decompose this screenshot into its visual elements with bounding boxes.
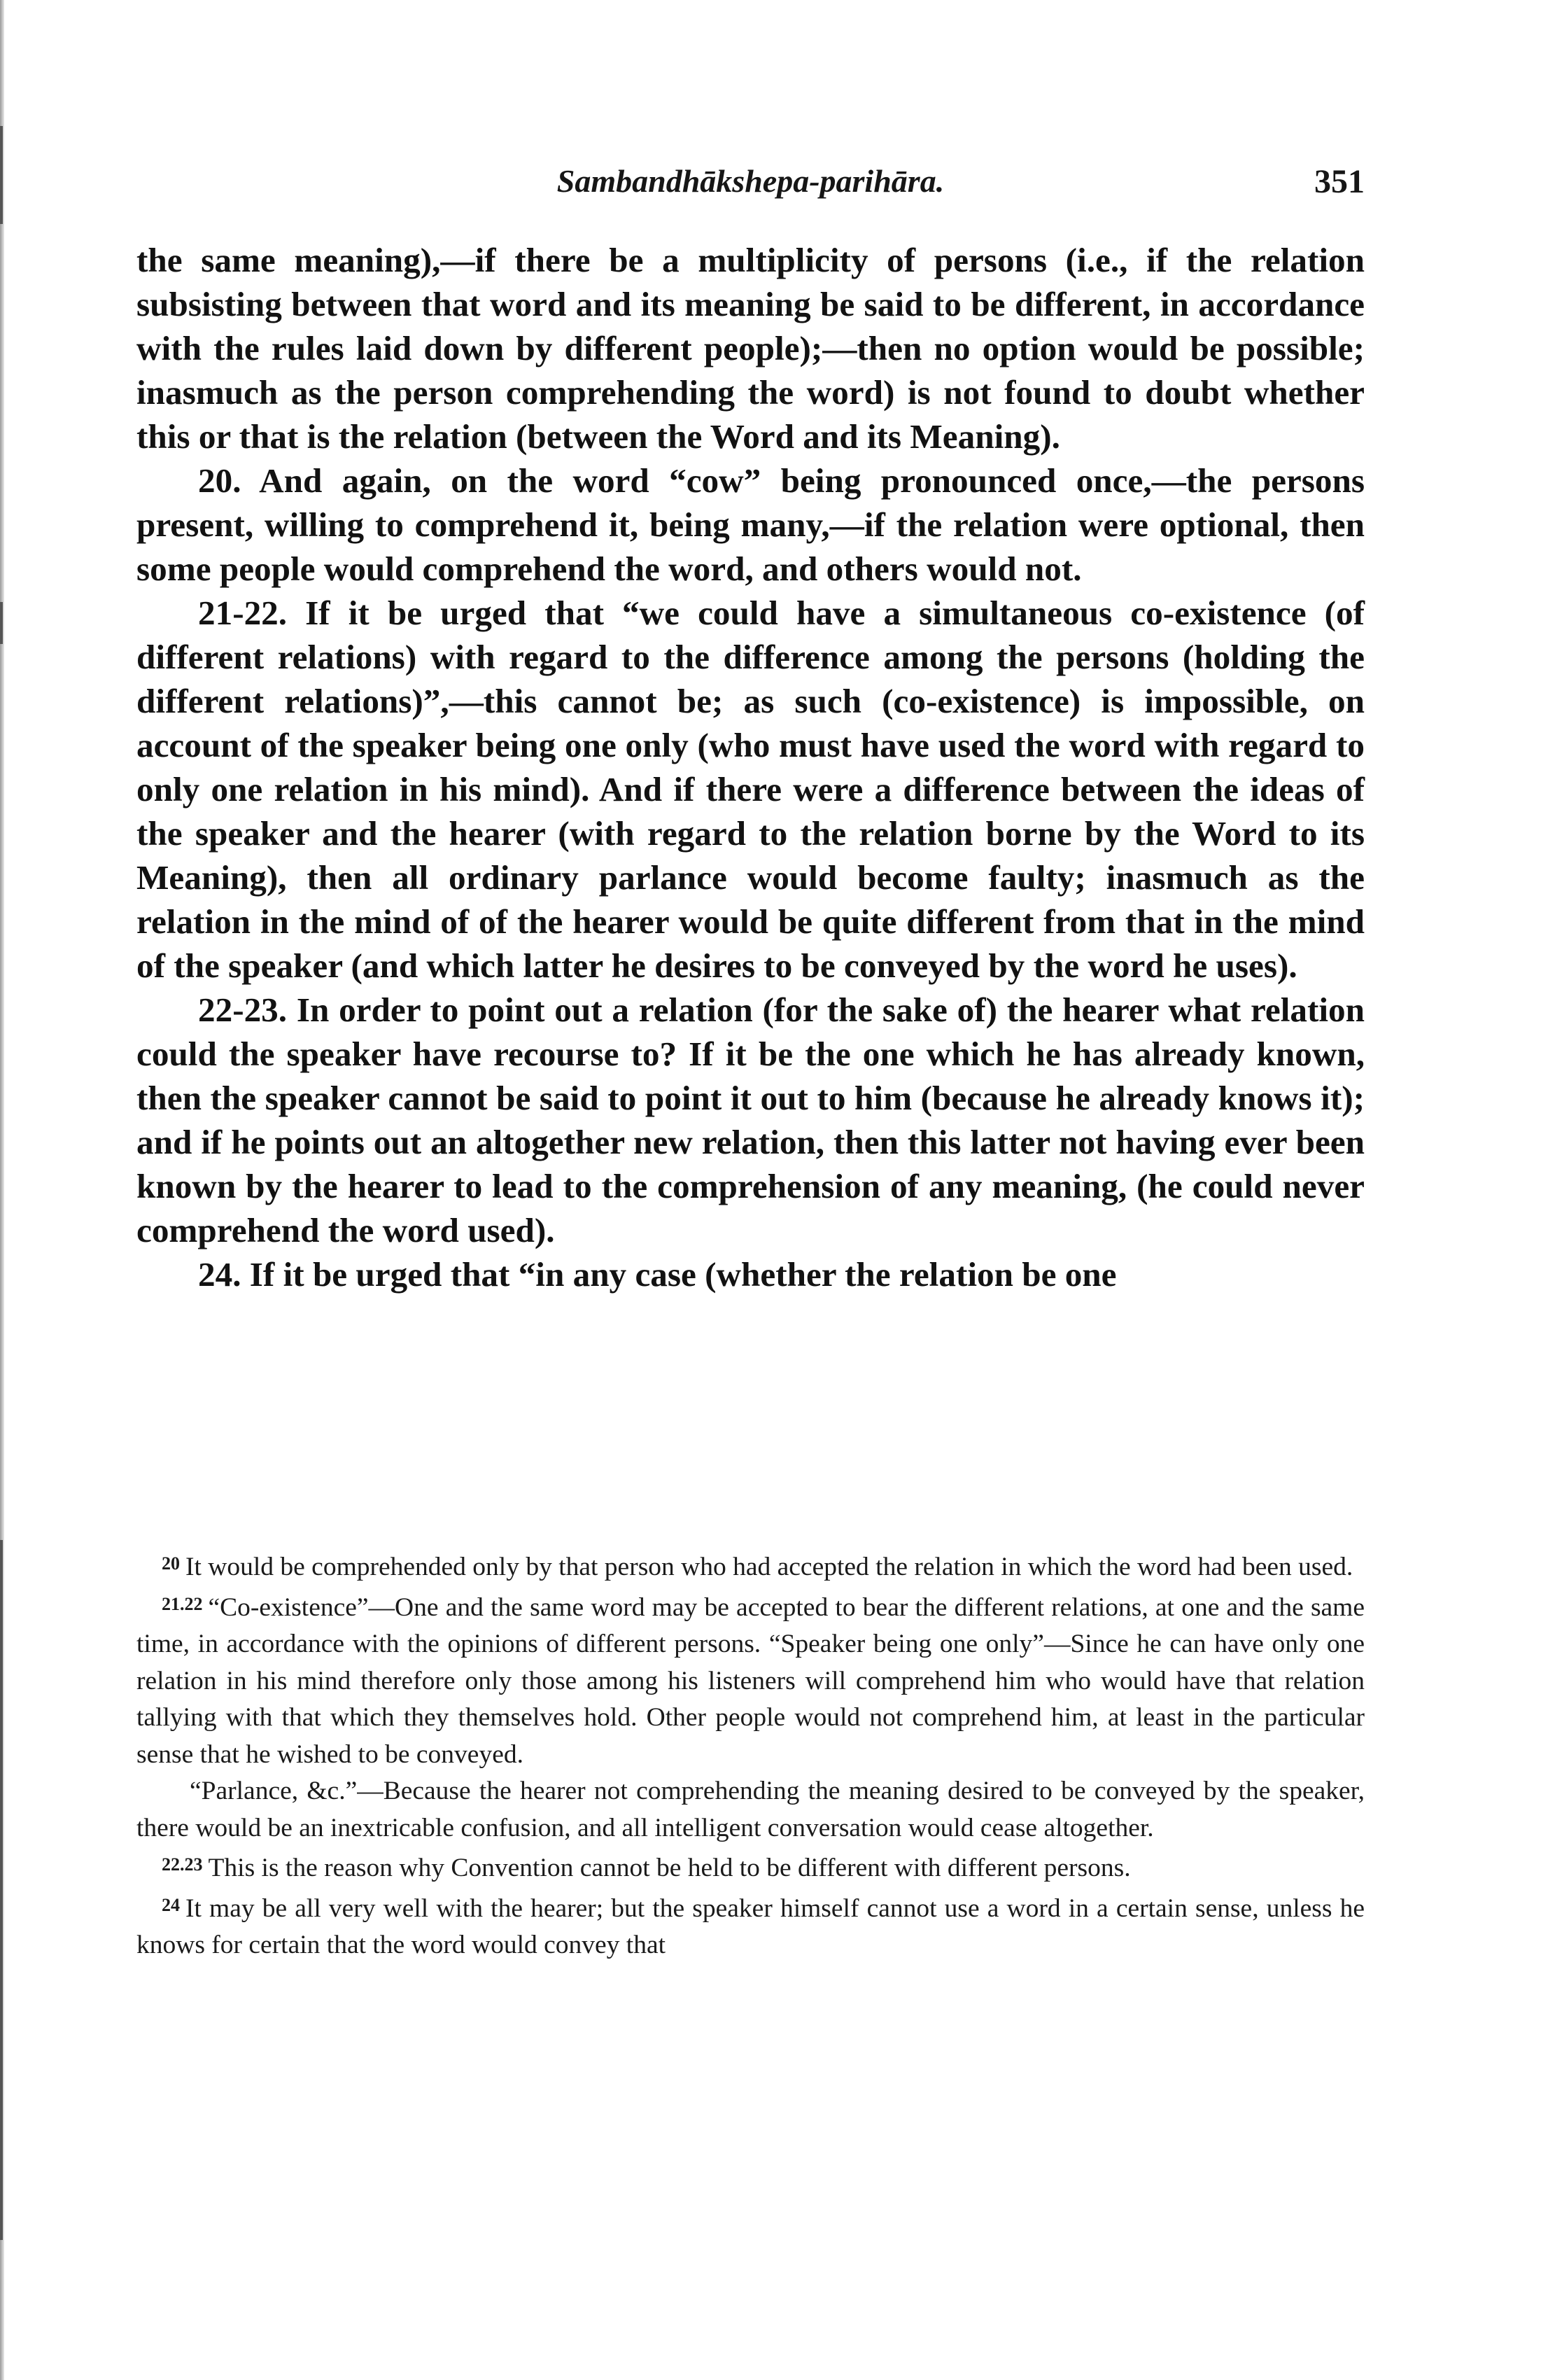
paragraph-verse-22-23: 22-23. In order to point out a relation (for the sake of) the hearer what relation could the speaker have recourse to? If it be the one which he has already known, then the speaker cannot be said to point it out to him (because he already knows it); and if he points out an altogether new relation, then this latter not having ever been known by the hearer to lead to the comprehension of any meaning, (he could never comprehend the word used). (136, 990, 1365, 1250)
running-head: Sambandhākshepa-parihāra. (556, 163, 945, 199)
footnote (136, 1586, 1365, 1774)
footnotes (136, 1546, 1365, 1964)
page-header (136, 162, 1365, 211)
footnote (136, 1887, 1365, 1964)
footnote (136, 1847, 1365, 1887)
footnote-text: “Co-existence”—One and the same word may be accepted to bear the different relations, at one and the same time, in accordance with the opinions of different persons. “Speaker being one only”—Since he can have only one relation in his mind therefore only those among his listeners will comprehend him who would have that relation tallying with that which they themselves hold. Other people would not comprehend him, at least in the particular sense that he wished to be conveyed. (136, 1592, 1365, 1769)
footnote (136, 1546, 1365, 1586)
page-number: 351 (1314, 163, 1365, 200)
footnote-mark: 24 (162, 1894, 180, 1915)
scan-edge-mark (0, 602, 3, 644)
footnote-text: It may be all very well with the hearer; but the speaker himself cannot use a word in a certain sense, unless he knows for certain that the word would convey that (136, 1893, 1365, 1959)
footnote-mark: 21.22 (162, 1593, 203, 1614)
scan-edge-mark (0, 126, 3, 224)
footnote-text: “Parlance, &c.”—Because the hearer not comprehending the meaning desired to be conveyed by the speaker, there would be an inextricable confusion, and all intelligent conversation would cease altogether. (136, 1777, 1365, 1842)
paragraph-continued: the same meaning),—if there be a multiplicity of persons (i.e., if the relation subsisting between that word and its meaning be said to be different, in accordance with the rules laid down by different people);—then no option would be possible; inasmuch as the person comprehending the word) is not found to doubt whether this or that is the relation (between the Word and its Meaning). (136, 241, 1365, 456)
footnote-text: It would be comprehended only by that person who had accepted the relation in which the word had been used. (185, 1553, 1353, 1581)
footnote-mark: 20 (162, 1553, 180, 1574)
scan-edge-mark (0, 1540, 3, 2240)
paragraph-verse-24: 24. If it be urged that “in any case (whether the relation be one (198, 1255, 1117, 1294)
paragraph-verse-21-22: 21-22. If it be urged that “we could have a simultaneous co-existence (of different relations) with regard to the difference among the persons (holding the different relations)”,—this cannot be; as such (co-existence) is impossible, on account of the speaker being one only (who must have used the word with regard to only one relation in his mind). And if there were a difference between the ideas of the speaker and the hearer (with regard to the relation borne by the Word to its Meaning), then all ordinary parlance would become faulty; inasmuch as the relation in the mind of of the hearer would be quite different from that in the mind of the speaker (and which latter he desires to be conveyed by the word he uses). (136, 594, 1365, 985)
footnote-text: This is the reason why Convention cannot be held to be different with different persons. (208, 1854, 1131, 1882)
paragraph-verse-20: 20. And again, on the word “cow” being pronounced once,—the persons present, willing to comprehend it, being many,—if the relation were optional, then some people would comprehend the word, and others would not. (136, 461, 1365, 588)
footnote-mark: 22.23 (162, 1854, 203, 1875)
footnote-continuation (136, 1773, 1365, 1847)
main-text (136, 238, 1365, 1296)
